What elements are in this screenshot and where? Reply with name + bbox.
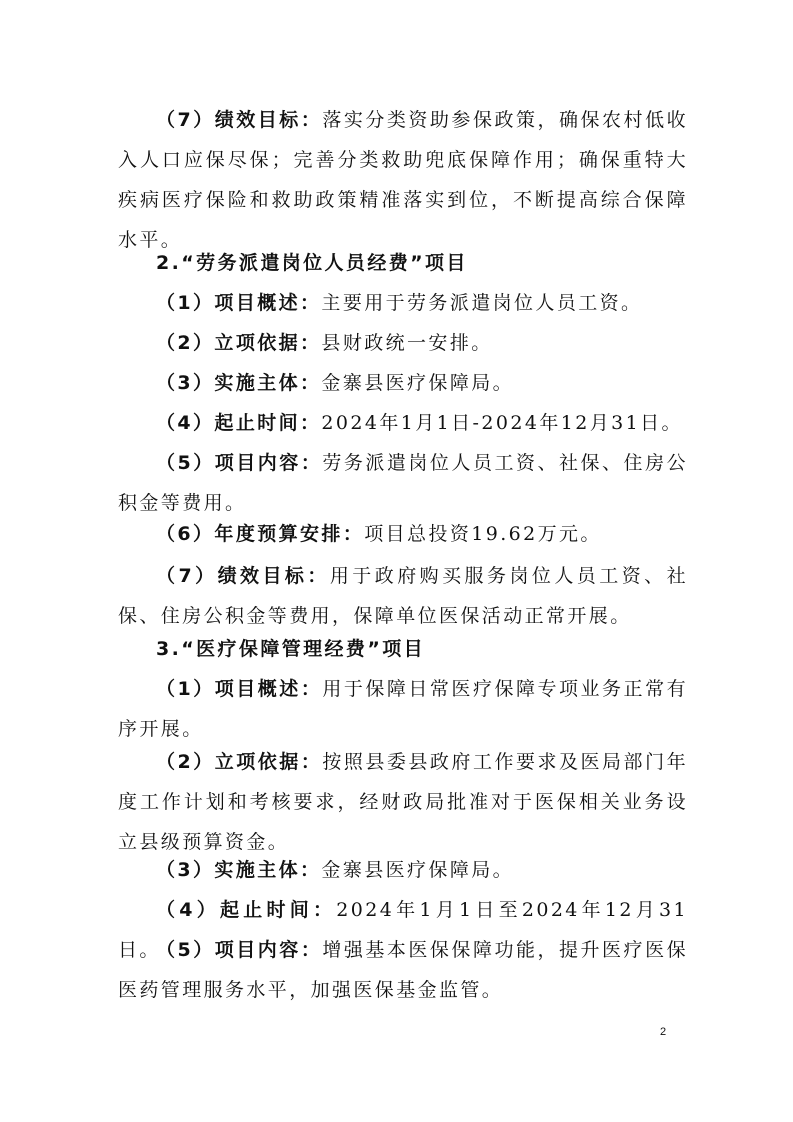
paragraph — [118, 100, 688, 260]
paragraph-label: （2）立项依据： — [156, 332, 322, 354]
paragraph-text: 用于政府购买服务岗位人员工资、社保、住房公积金等费用，保障单位医保活动正常开展。 — [118, 565, 689, 627]
paragraph — [118, 556, 688, 636]
section-heading-text: 3.“医疗保障管理经费”项目 — [156, 638, 426, 660]
paragraph-text: 落实分类资助参保政策，确保农村低收入人口应保尽保；完善分类救助兜底保障作用；确保重特大疾病医疗保险和救助政策精准落实到位，不断提高综合保障水平。 — [118, 109, 688, 251]
paragraph-label: （5）项目内容： — [156, 939, 323, 961]
paragraph — [118, 514, 688, 554]
paragraph-text: 县财政统一安排。 — [321, 332, 493, 354]
section-heading-text: 2.“劳务派遣岗位人员经费”项目 — [156, 252, 468, 274]
paragraph-label: （1）项目概述： — [156, 678, 323, 700]
paragraph-text: 金寨县医疗保障局。 — [321, 859, 515, 881]
paragraph — [118, 363, 688, 403]
paragraph-label: （3）实施主体： — [156, 372, 322, 394]
paragraph-label: （5）项目内容： — [156, 452, 323, 474]
paragraph — [118, 443, 688, 523]
paragraph-label: （4）起止时间： — [156, 899, 337, 921]
paragraph-label: （4）起止时间： — [156, 412, 322, 434]
paragraph-text: 主要用于劳务派遣岗位人员工资。 — [321, 292, 643, 314]
paragraph-text: 劳务派遣岗位人员工资、社保、住房公积金等费用。 — [118, 452, 688, 514]
section-heading — [118, 243, 688, 283]
paragraph-label: （7）绩效目标： — [156, 565, 330, 587]
paragraph-text: 金寨县医疗保障局。 — [321, 372, 515, 394]
paragraph-text: 按照县委县政府工作要求及医局部门年度工作计划和考核要求，经财政局批准对于医保相关业务设立县级预算资金。 — [118, 751, 688, 853]
paragraph — [118, 850, 688, 890]
paragraph-text: 项目总投资19.62万元。 — [364, 523, 602, 545]
paragraph-label: （3）实施主体： — [156, 859, 322, 881]
paragraph-text: 2024年1月1日至2024年12月31日。 — [118, 899, 688, 961]
paragraph-label: （6）年度预算安排： — [156, 523, 365, 545]
paragraph-text: 用于保障日常医疗保障专项业务正常有序开展。 — [118, 678, 688, 740]
paragraph-label: （1）项目概述： — [156, 292, 322, 314]
paragraph — [118, 283, 688, 323]
paragraph — [118, 930, 688, 1010]
paragraph — [118, 403, 688, 443]
paragraph — [118, 742, 688, 862]
paragraph — [118, 669, 688, 749]
section-heading — [118, 629, 688, 669]
paragraph-label: （7）绩效目标： — [156, 109, 323, 131]
paragraph-text: 2024年1月1日-2024年12月31日。 — [321, 412, 683, 434]
paragraph-label: （2）立项依据： — [156, 751, 323, 773]
page-number: 2 — [660, 1026, 667, 1038]
paragraph — [118, 323, 688, 363]
paragraph-text: 增强基本医保保障功能，提升医疗医保医药管理服务水平，加强医保基金监管。 — [118, 939, 688, 1001]
